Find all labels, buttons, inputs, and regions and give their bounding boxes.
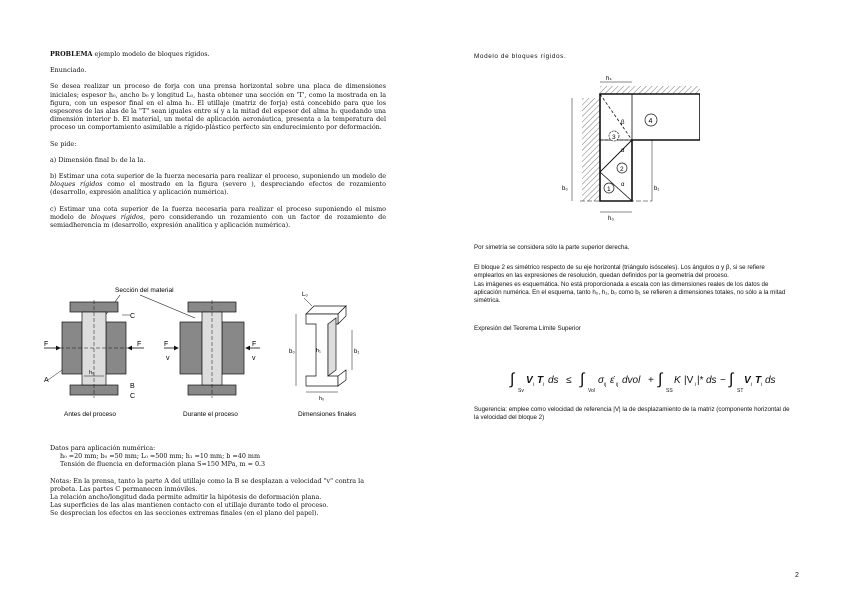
block-4-label: 4 bbox=[648, 118, 653, 125]
svg-text:σ: σ bbox=[598, 375, 605, 386]
symmetry-note: Por simetría se considera sólo la parte superior derecha. bbox=[474, 244, 630, 251]
right-text-block bbox=[474, 244, 796, 333]
svg-text:V: V bbox=[526, 375, 533, 386]
svg-text:ij: ij bbox=[604, 382, 607, 388]
label-v-left: v bbox=[166, 355, 170, 362]
svg-text:i: i bbox=[533, 382, 535, 388]
label-B: B bbox=[130, 383, 135, 390]
caption-final: Dimensiones finales bbox=[298, 411, 357, 418]
modelo-title: Modelo de bloques rígidos. bbox=[474, 53, 567, 60]
svg-text:i: i bbox=[695, 382, 697, 388]
nota-2: La relación ancho/longitud dada permite admitir la hipótesis de deformación plana. bbox=[50, 493, 322, 502]
svg-text:i: i bbox=[543, 382, 545, 388]
svg-text:Sv: Sv bbox=[518, 388, 524, 394]
statement-paragraph: Se desea realizar un proceso de forja con una prensa horizontal sobre una placa de dimensiones iniciales; espesor h₀, ancho b₀ y longitud L₀, hasta obtener una sección en 'T', como la mostrada en la figura, con un espesor final en el alma h₁. El utillaje (matriz de forja) está concebido para que los espesores de las alas de la "T" sean iguales entre sí y a la mitad del espesor del alma h₁ quedando una dimensión interior b. El material, un metal de aplicación aeronáutica, presenta a la temperatura del proceso un comportamiento asimilable a rígido-plástico perfecto sin endurecimiento por deformación. bbox=[50, 82, 386, 132]
datos-line-2: Tensión de fluencia en deformación plana S=150 MPa, m = 0.3 bbox=[60, 460, 266, 469]
alpha-label-2: α bbox=[621, 182, 625, 188]
svg-text:T: T bbox=[755, 375, 762, 386]
b0-label: b₀ bbox=[562, 186, 568, 192]
svg-text:Vol: Vol bbox=[588, 388, 595, 394]
nota-1: Notas: En la prensa, tanto la parte A del utillaje como la B se desplazan a velocidad "v" contra la probeta. Las partes C permanecen inmóviles. bbox=[50, 476, 364, 493]
forging-figure bbox=[40, 280, 380, 422]
svg-text:∫: ∫ bbox=[729, 371, 734, 388]
svg-text:ε̇: ε̇ bbox=[610, 375, 615, 386]
suggestion-text: Sugerencia: emplee como velocidad de referencia |V| la de desplazamiento de la matriz (componente horizontal de la velocidad del bloque 2) bbox=[474, 406, 790, 422]
svg-text:i: i bbox=[751, 382, 753, 388]
label-F-left: F bbox=[44, 341, 49, 348]
page-number: 2 bbox=[795, 572, 799, 579]
label-b0: b₀ bbox=[289, 349, 295, 355]
h0-label: h₀ bbox=[608, 216, 614, 222]
svg-text:∫: ∫ bbox=[510, 371, 515, 388]
b1-label: b₁ bbox=[654, 186, 660, 192]
caption-before: Antes del proceso bbox=[64, 411, 117, 418]
left-column bbox=[50, 50, 386, 229]
label-h1: h₁ bbox=[316, 348, 321, 354]
label-C-top: C bbox=[130, 313, 136, 320]
svg-text:|V: |V bbox=[684, 375, 694, 386]
svg-text:V: V bbox=[744, 375, 751, 386]
svg-text:K: K bbox=[674, 375, 681, 386]
datos-title: Datos para aplicación numérica: bbox=[50, 444, 156, 452]
svg-text:∫: ∫ bbox=[580, 371, 585, 388]
data-notes-section bbox=[50, 444, 386, 518]
svg-text:ij: ij bbox=[616, 382, 619, 388]
block-2-label: 2 bbox=[620, 166, 624, 173]
svg-text:≤: ≤ bbox=[566, 375, 572, 386]
se-pide-heading: Se pide: bbox=[50, 139, 77, 148]
svg-text:SS: SS bbox=[666, 388, 673, 394]
label-F-during-left: F bbox=[164, 341, 169, 348]
expression-title: Expresión del Teorema Límite Superior bbox=[474, 325, 581, 333]
label-F-during-right: F bbox=[252, 341, 257, 348]
rigid-blocks-figure bbox=[560, 76, 700, 226]
label-A: A bbox=[44, 377, 49, 384]
section-label: Sección del material bbox=[115, 287, 174, 294]
svg-text:dvol: dvol bbox=[622, 375, 641, 386]
item-b: b) Estimar una cota superior de la fuerza necesaria para realizar el proceso, suponiendo un modelo de bloques rígidos como el mostrado en la figura (severo ), despreciando efectos de rozamiento (desarrollo, expresión analítica y aplicación numérica). bbox=[50, 172, 387, 197]
svg-text:∫: ∫ bbox=[658, 371, 663, 388]
svg-text:ST: ST bbox=[737, 388, 744, 394]
label-v-right: v bbox=[252, 355, 256, 362]
imagenes-paragraph: Las imágenes es esquemática. No está proporcionada a escala con las dimensiones reales de los datos de aplicación numérica. En el esquema, tanto h₀, h₁, b₀ como b₁ se refieren a dimensiones totales, no sólo a la mitad simétrica. bbox=[474, 280, 786, 305]
caption-during: Durante el proceso bbox=[183, 411, 238, 418]
problem-title: PROBLEMA ejemplo modelo de bloques rígidos. bbox=[50, 50, 210, 58]
label-b1: b₁ bbox=[354, 349, 360, 355]
nota-3: Las superficies de las alas mantienen contacto con el utillaje durante todo el proceso. bbox=[50, 501, 329, 510]
during-process-drawing bbox=[164, 300, 260, 398]
label-F-right: F bbox=[137, 341, 142, 348]
nota-4: Se desprecian los efectos en las secciones extremas finales (en el plano del papel). bbox=[50, 509, 319, 518]
h-top-label: hₛ bbox=[606, 76, 612, 82]
final-dimensions-drawing bbox=[306, 306, 346, 386]
svg-text:|*: |* bbox=[697, 375, 704, 386]
block-3-label: 3 bbox=[612, 134, 616, 141]
svg-text:−: − bbox=[720, 375, 726, 386]
svg-text:ds: ds bbox=[765, 375, 776, 386]
label-h0-before: h₀ bbox=[89, 370, 95, 376]
svg-text:i: i bbox=[761, 382, 763, 388]
beta-label: β bbox=[621, 120, 625, 126]
svg-text:ds: ds bbox=[706, 375, 717, 386]
label-L0: L₀ bbox=[302, 292, 308, 298]
before-process-drawing bbox=[44, 300, 144, 398]
upper-bound-formula bbox=[508, 366, 778, 398]
item-a: a) Dimensión final b₁ de la la. bbox=[50, 155, 146, 164]
alpha-label-1: α bbox=[621, 148, 625, 154]
datos-line-1: h₀ =20 mm; b₀ =50 mm; L₀ =500 mm; h₁ =10 mm; b =40 mm bbox=[60, 452, 261, 461]
svg-text:ds: ds bbox=[548, 375, 559, 386]
label-h0-final: h₀ bbox=[319, 396, 325, 402]
svg-text:+: + bbox=[648, 375, 654, 386]
bloque-paragraph: El bloque 2 es simétrico respecto de su eje horizontal (triángulo isósceles). Los ángulos α y β, si se refiere emplearlos en las expresiones de resolución, quedan definidos por la geometría del proceso. bbox=[474, 264, 765, 280]
item-c: c) Estimar una cota superior de la fuerza necesaria para realizar el proceso suponiendo el mismo modelo de bloques rígidos, pero considerando un rozamiento con un factor de rozamiento de semiadherencia m (desarrollo, expresión analítica y aplicación numérica). bbox=[50, 204, 387, 230]
svg-text:T: T bbox=[537, 375, 544, 386]
block-1-label: 1 bbox=[607, 186, 611, 193]
enunciado-heading: Enunciado. bbox=[50, 66, 87, 75]
label-C-bottom: C bbox=[130, 393, 136, 400]
